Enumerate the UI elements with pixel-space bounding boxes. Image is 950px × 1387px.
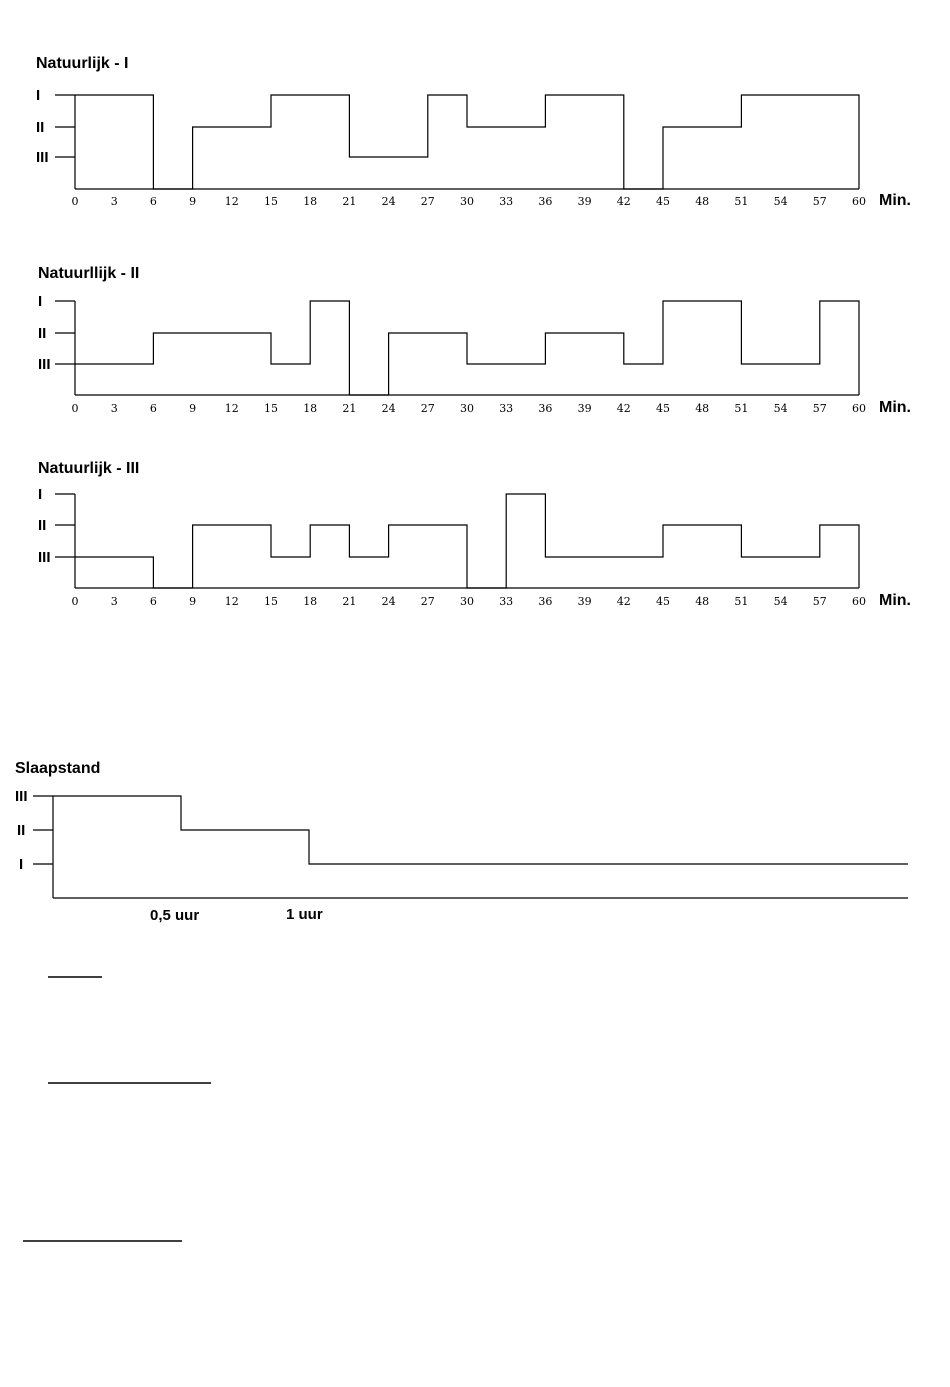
chart-natuurlijk-1 (36, 55, 911, 209)
x-tick-label: 27 (420, 402, 435, 415)
x-tick-label: 39 (577, 595, 592, 608)
x-tick-label: 9 (189, 195, 197, 208)
level-label: I (38, 486, 43, 503)
x-tick-label: 33 (499, 402, 514, 415)
x-tick-label: 51 (734, 195, 749, 208)
x-tick-label: 48 (695, 402, 710, 415)
x-unit-label: Min. (879, 592, 911, 609)
x-tick-label: 60 (852, 195, 866, 208)
x-tick-label: 36 (538, 595, 553, 608)
x-tick-label: 54 (773, 195, 788, 208)
x-tick-label: 6 (149, 195, 157, 208)
x-tick-label: 60 (852, 402, 866, 415)
x-tick-label: 30 (460, 402, 474, 415)
x-tick-label: 48 (695, 595, 710, 608)
x-tick-label: 3 (110, 402, 118, 415)
x-tick-label: 9 (189, 402, 197, 415)
x-tick-label: 24 (381, 595, 396, 608)
x-tick-label: 42 (616, 595, 631, 608)
chart-slaapstand (15, 760, 908, 924)
x-tick-label: 12 (224, 195, 239, 208)
x-tick-label: 15 (264, 402, 278, 415)
x-tick-label: 6 (149, 402, 157, 415)
x-tick-label: 9 (189, 595, 197, 608)
x-label-one-hour: 1 uur (286, 906, 323, 923)
x-tick-label: 15 (264, 595, 278, 608)
chart-title: Natuurllijk - II (38, 265, 140, 282)
x-tick-label: 0 (71, 595, 79, 608)
x-tick-label: 33 (499, 195, 514, 208)
x-tick-label: 42 (616, 402, 631, 415)
x-unit-label: Min. (879, 192, 911, 209)
step-series-line (75, 95, 859, 189)
step-series-line (75, 301, 859, 395)
level-label: I (38, 293, 43, 310)
x-tick-label: 36 (538, 402, 553, 415)
x-tick-label: 45 (656, 402, 670, 415)
x-tick-label: 57 (812, 595, 827, 608)
x-tick-label: 24 (381, 195, 396, 208)
x-tick-label: 57 (812, 402, 827, 415)
x-tick-label: 21 (342, 595, 357, 608)
x-tick-label: 33 (499, 595, 514, 608)
step-series-line (53, 796, 908, 864)
level-label: I (19, 856, 24, 873)
level-label: II (38, 517, 47, 534)
x-tick-label: 0 (71, 402, 79, 415)
x-tick-label: 51 (734, 402, 749, 415)
x-tick-label: 57 (812, 195, 827, 208)
x-tick-label: 18 (303, 195, 318, 208)
x-tick-label: 51 (734, 595, 749, 608)
chart-title: Slaapstand (15, 760, 101, 777)
x-tick-label: 12 (224, 402, 239, 415)
chart-natuurlijk-3 (38, 460, 911, 609)
step-series-line (75, 494, 859, 588)
x-tick-label: 39 (577, 195, 592, 208)
x-tick-label: 18 (303, 402, 318, 415)
level-label: I (36, 87, 41, 104)
x-tick-label: 6 (149, 595, 157, 608)
x-tick-label: 12 (224, 595, 239, 608)
x-tick-label: 21 (342, 402, 357, 415)
x-unit-label: Min. (879, 399, 911, 416)
level-label: III (38, 356, 51, 373)
x-tick-label: 15 (264, 195, 278, 208)
x-tick-label: 24 (381, 402, 396, 415)
level-label: II (17, 822, 26, 839)
x-tick-label: 27 (420, 595, 435, 608)
x-tick-label: 3 (110, 595, 118, 608)
x-tick-label: 27 (420, 195, 435, 208)
x-tick-label: 30 (460, 195, 474, 208)
x-tick-label: 21 (342, 195, 357, 208)
x-tick-label: 54 (773, 595, 788, 608)
chart-title: Natuurlijk - III (38, 460, 140, 477)
x-label-half-hour: 0,5 uur (150, 907, 200, 924)
x-tick-label: 48 (695, 195, 710, 208)
level-label: II (38, 325, 47, 342)
level-label: III (15, 788, 28, 805)
x-tick-label: 30 (460, 595, 474, 608)
x-tick-label: 18 (303, 595, 318, 608)
x-tick-label: 0 (71, 195, 79, 208)
x-tick-label: 3 (110, 195, 118, 208)
level-label: III (36, 149, 49, 166)
level-label: II (36, 119, 45, 136)
level-label: III (38, 549, 51, 566)
chart-title: Natuurlijk - I (36, 55, 129, 72)
chart-natuurlijk-2 (38, 265, 911, 416)
x-tick-label: 60 (852, 595, 866, 608)
x-tick-label: 36 (538, 195, 553, 208)
x-tick-label: 54 (773, 402, 788, 415)
x-tick-label: 42 (616, 195, 631, 208)
x-tick-label: 45 (656, 595, 670, 608)
x-tick-label: 39 (577, 402, 592, 415)
x-tick-label: 45 (656, 195, 670, 208)
